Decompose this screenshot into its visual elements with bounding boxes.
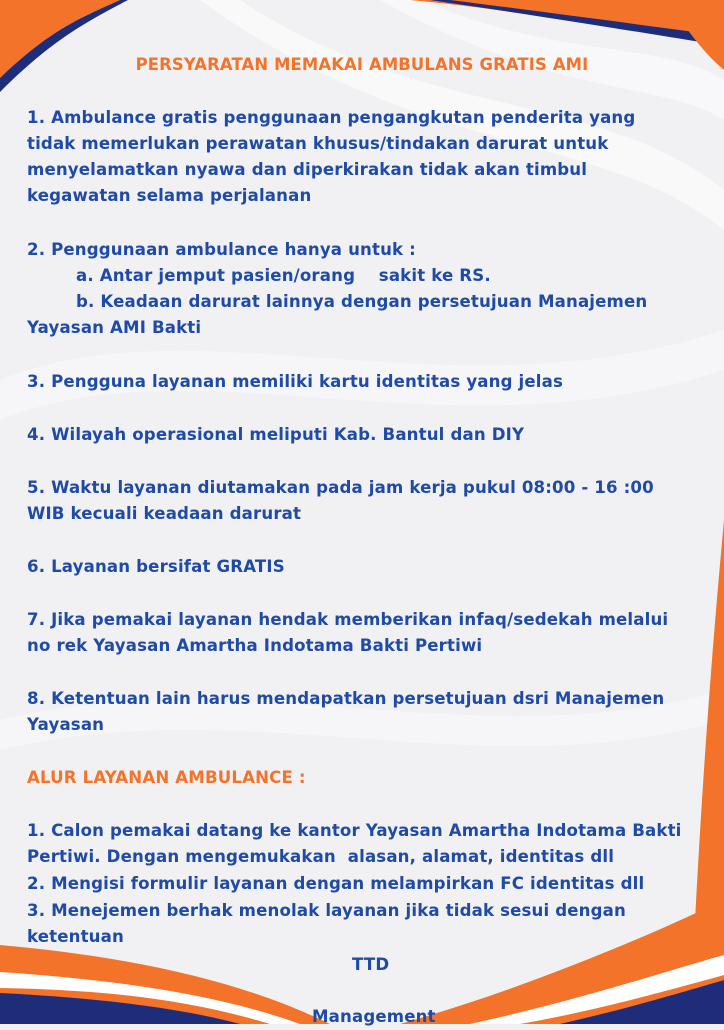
flow-step-3-line-1: 3. Menejemen berhak menolak layanan jika tidak sesui dengan <box>27 901 626 920</box>
requirement-7-line-1: 7. Jika pemakai layanan hendak memberikan infaq/sedekah melalui <box>27 610 669 629</box>
requirement-8-line-2: Yayasan <box>27 715 105 734</box>
signature-ttd: TTD <box>352 955 390 974</box>
requirement-2-option-b: b. Keadaan darurat lainnya dengan persetujuan Manajemen <box>76 292 648 311</box>
requirement-1-line-2: tidak memerlukan perawatan khusus/tindakan darurat untuk <box>27 134 609 153</box>
flow-step-1-line-2: Pertiwi. Dengan mengemukakan alasan, alamat, identitas dll <box>27 847 615 866</box>
flow-step-1-line-1: 1. Calon pemakai datang ke kantor Yayasan Amartha Indotama Bakti <box>27 821 682 840</box>
requirement-5-line-2: WIB kecuali keadaan darurat <box>27 504 302 523</box>
requirement-4: 4. Wilayah operasional meliputi Kab. Bantul dan DIY <box>27 425 525 444</box>
flow-heading: ALUR LAYANAN AMBULANCE : <box>27 768 306 787</box>
requirement-2-line-1: 2. Penggunaan ambulance hanya untuk : <box>27 240 416 259</box>
flow-step-3-line-2: ketentuan <box>27 927 124 946</box>
requirement-5-line-1: 5. Waktu layanan diutamakan pada jam kerja pukul 08:00 - 16 :00 <box>27 478 654 497</box>
flow-step-2: 2. Mengisi formulir layanan dengan melampirkan FC identitas dll <box>27 874 645 893</box>
requirement-1-line-3: menyelamatkan nyawa dan diperkirakan tidak akan timbul <box>27 160 588 179</box>
requirement-2-line-4: Yayasan AMI Bakti <box>27 318 202 337</box>
page-title: PERSYARATAN MEMAKAI AMBULANS GRATIS AMI <box>135 55 589 74</box>
requirement-2-option-a: a. Antar jemput pasien/orang sakit ke RS. <box>76 266 491 285</box>
requirement-8-line-1: 8. Ketentuan lain harus mendapatkan persetujuan dsri Manajemen <box>27 689 665 708</box>
requirement-3: 3. Pengguna layanan memiliki kartu identitas yang jelas <box>27 372 564 391</box>
signature-management: Management <box>312 1007 436 1026</box>
requirement-1-line-1: 1. Ambulance gratis penggunaan pengangkutan penderita yang <box>27 108 636 127</box>
requirement-6: 6. Layanan bersifat GRATIS <box>27 557 285 576</box>
requirement-7-line-2: no rek Yayasan Amartha Indotama Bakti Pertiwi <box>27 636 483 655</box>
requirement-1-line-4: kegawatan selama perjalanan <box>27 186 312 205</box>
